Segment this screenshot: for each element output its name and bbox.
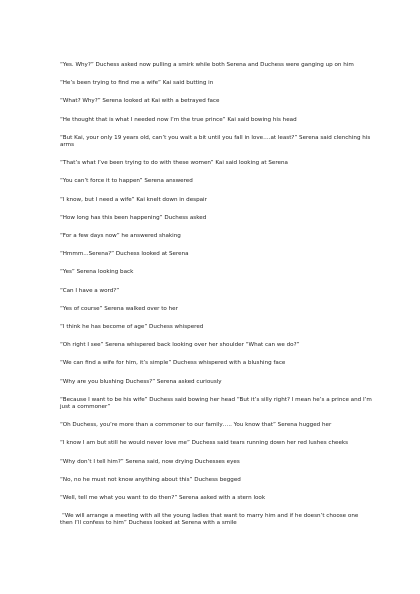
paragraph: “For a few days now” he answered shaking [60, 233, 181, 240]
paragraph: “Because I want to be his wife” Duchess said bowing her head “But it’s silly right? I mean he’s a prince and I’m just a commoner” [60, 396, 372, 411]
paragraph: “Oh right I see” Serena whispered back looking over her shoulder “What can we do?” [60, 342, 300, 349]
paragraph: “Hmmm...Serena?” Duchess looked at Serena [60, 251, 189, 258]
paragraph: “No, no he must not know anything about this” Duchess begged [60, 476, 241, 483]
paragraph: “He’s been trying to find me a wife” Kai said butting in [60, 80, 214, 87]
paragraph: “Why are you blushing Duchess?” Serena asked curiously [60, 378, 222, 385]
paragraph: “I know I am but still he would never love me” Duchess said tears running down her red lushes cheeks [60, 440, 349, 447]
paragraph: “Why don’t I tell him?” Serena said, now drying Duchesses eyes [60, 458, 240, 465]
paragraph: “We can find a wife for him, it’s simple” Duchess whispered with a blushing face [60, 360, 286, 367]
paragraph: “But Kai, your only 19 years old, can’t you wait a bit until you fall in love….at least?” Serena said clenching his arms [60, 134, 371, 149]
paragraph: “How long has this been happening” Duchess asked [60, 214, 207, 221]
paragraph: “I think he has become of age” Duchess whispered [60, 324, 204, 331]
paragraph: “Yes. Why?” Duchess asked now pulling a smirk while both Serena and Duchess were ganging up on him [60, 62, 354, 68]
story-text [60, 62, 372, 539]
paragraph: “Yes” Serena looking back [60, 269, 134, 276]
paragraph: “He thought that is what I needed now I’m the true prince” Kai said bowing his head [60, 116, 297, 123]
paragraph: “Yes of course” Serena walked over to her [60, 305, 178, 312]
paragraph: “I know, but I need a wife” Kai knelt down in despair [60, 196, 207, 203]
paragraph: “That’s what I’ve been trying to do with these women” Kai said looking at Serena [60, 160, 288, 167]
paragraph: “We will arrange a meeting with all the young ladies that want to marry him and if he doesn’t choose one then I’ll confess to him” Duchess looked at Serena with a smile [60, 513, 359, 527]
paragraph: “What? Why?” Serena looked at Kai with a betrayed face [60, 98, 220, 105]
paragraph: “Well, tell me what you want to do then?” Serena asked with a stern look [60, 495, 266, 502]
paragraph: “Oh Duchess, you’re more than a commoner to our family….. You know that” Serena hugged her [60, 422, 332, 429]
paragraph: “Can I have a word?” [60, 287, 120, 294]
paragraph: “You can’t force it to happen” Serena answered [60, 178, 193, 185]
